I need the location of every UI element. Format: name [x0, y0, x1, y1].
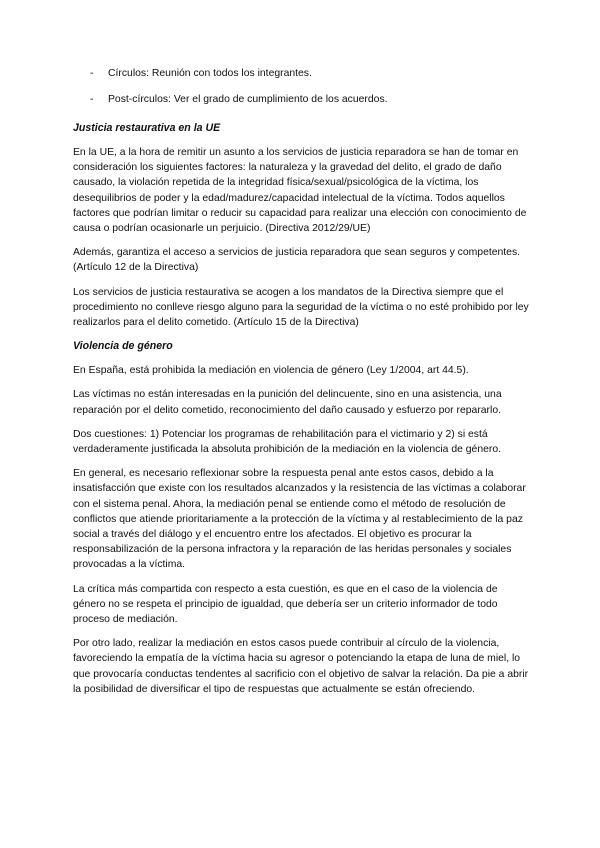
paragraph: Dos cuestiones: 1) Potenciar los programas de rehabilitación para el victimario y 2) si está verdaderamente justificada la absoluta prohibición de la mediación en la violencia de género.	[73, 428, 502, 456]
paragraph: Los servicios de justicia restaurativa se acogen a los mandatos de la Directiva siempre que el procedimiento no conlleve riesgo alguno para la seguridad de la víctima o no esté prohibido por ley realizarlos para el delito cometido. (Artículo 15 de la Directiva)	[73, 286, 529, 329]
paragraph: En general, es necesario reflexionar sobre la respuesta penal ante estos casos, debido a la insatisfacción que existe con los resultados alcanzados y la resistencia de las víctimas a colaborar con el sistema penal. Ahora, la mediación penal se entiende como el método de resolución de conflictos que atiende prioritariamente a la protección de la víctima y al restablecimiento de la paz social a través del diálogo y el encuentro entre los afectados. El objetivo es procurar la responsabilización de la persona infractora y la reparación de las heridas personales y sociales provocadas a la víctima.	[73, 468, 526, 571]
paragraph: En España, está prohibida la mediación en violencia de género (Ley 1/2004, art 44.5).	[73, 365, 469, 377]
bullet-list	[90, 66, 530, 118]
list-item	[90, 92, 530, 107]
document-body	[73, 121, 529, 706]
paragraph: Por otro lado, realizar la mediación en estos casos puede contribuir al círculo de la violencia, favoreciendo la empatía de la víctima hacia su agresor o potenciando la etapa de luna de miel, lo que provocaría conductas tendentes al sacrificio con el objetivo de salvar la relación. Da pie a abrir la posibilidad de diversificar el tipo de respuestas que actualmente se están ofreciendo.	[73, 638, 529, 695]
section-heading-justicia-restaurativa: Justicia restaurativa en la UE	[73, 122, 221, 134]
paragraph: La crítica más compartida con respecto a esta cuestión, es que en el caso de la violencia de género no se respeta el principio de igualdad, que debería ser un criterio informador de todo proceso de mediación.	[73, 583, 498, 626]
paragraph: Además, garantiza el acceso a servicios de justicia reparadora que sean seguros y competentes. (Artículo 12 de la Directiva)	[73, 247, 521, 274]
bullet-text: Post-círculos: Ver el grado de cumplimiento de los acuerdos.	[108, 94, 388, 106]
bullet-dash: -	[90, 68, 94, 79]
section-heading-violencia-genero: Violencia de género	[73, 340, 173, 353]
paragraph: Las víctimas no están interesadas en la punición del delincuente, sino en una asistencia, una reparación por el delito cometido, reconocimiento del daño causado y esfuerzo por repararlo.	[73, 389, 502, 416]
bullet-text: Círculos: Reunión con todos los integrantes.	[108, 68, 312, 79]
list-item	[90, 66, 530, 81]
paragraph: En la UE, a la hora de remitir un asunto a los servicios de justicia reparadora se han de tomar en consideración los siguientes factores: la naturaleza y la gravedad del delito, el grado de daño causado, la violación repetida de la integridad física/sexual/psicológica de la víctima, los desequilibrios de poder y la edad/madurez/capacidad intelectual de la víctima. Todos aquellos factores que podrían limitar o reducir su capacidad para realizar una elección con conocimiento de causa o podrían ocasionarle un perjuicio. (Directiva 2012/29/UE)	[73, 147, 527, 235]
bullet-dash: -	[90, 94, 94, 106]
